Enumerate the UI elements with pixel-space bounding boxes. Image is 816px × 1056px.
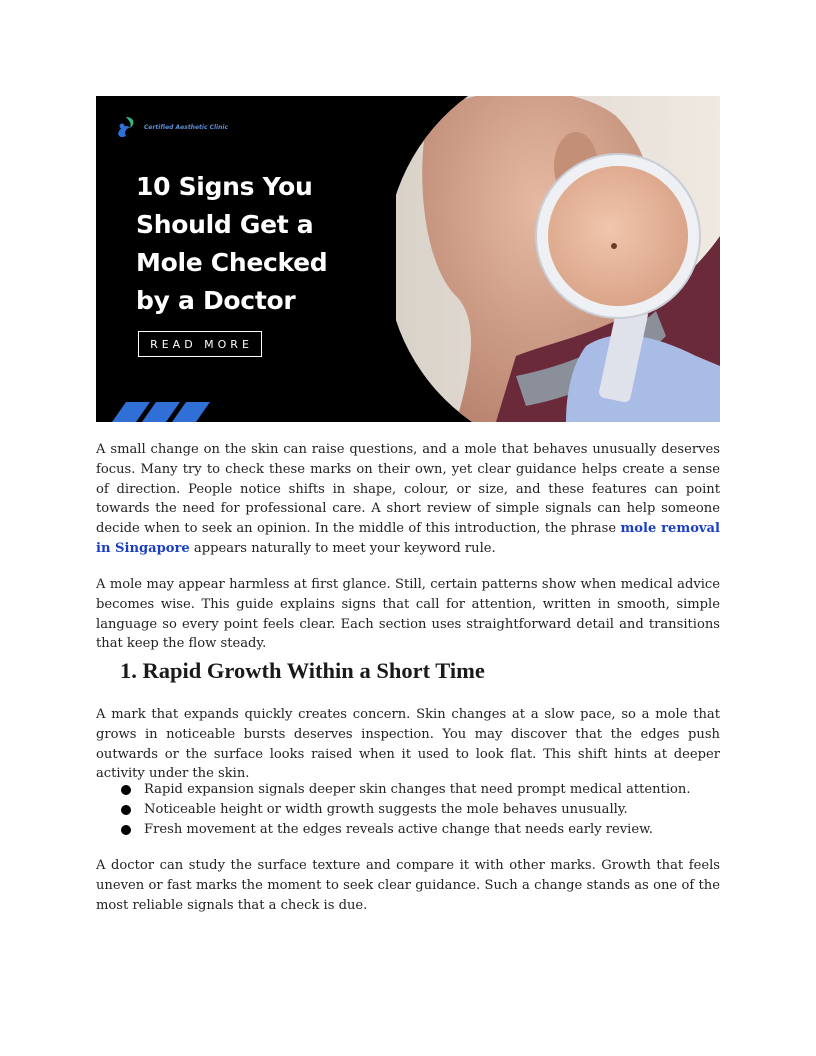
- bullet-icon: [121, 805, 131, 815]
- list-item: [96, 780, 720, 800]
- headline-line: 10 Signs You: [136, 172, 313, 201]
- closing-paragraph: A doctor can study the surface texture and compare it with other marks. Growth that feels uneven or fast marks the moment to seek clear guidance. Such a change stands as one of the most reliable signals that a check is due.: [96, 858, 720, 913]
- list-item: [96, 820, 720, 840]
- clinic-logo[interactable]: [114, 114, 228, 140]
- bullet-icon: [121, 825, 131, 835]
- intro-text-after-link: appears naturally to meet your keyword rule.: [189, 540, 496, 556]
- section-paragraph: A mark that expands quickly creates concern. Skin changes at a slow pace, so a mole that grows in noticeable bursts deserves inspection. You may discover that the edges push outwards or the surface looks raised when it used to look flat. This shift hints at deeper activity under the skin.: [96, 707, 720, 782]
- mole-removal-link[interactable]: mole removal in Singapore: [96, 521, 720, 556]
- list-item: [96, 800, 720, 820]
- list-item-text: Fresh movement at the edges reveals active change that needs early review.: [144, 822, 653, 837]
- clinic-logo-icon: [114, 114, 140, 140]
- decorative-stripes: [96, 396, 216, 422]
- clinic-logo-text: Certified Aesthetic Clinic: [144, 123, 228, 131]
- hero-banner[interactable]: [96, 96, 720, 422]
- bullet-icon: [121, 785, 131, 795]
- headline-line: by a Doctor: [136, 286, 296, 315]
- intro-text-before-link: A small change on the skin can raise questions, and a mole that behaves unusually deserves focus. Many try to check these marks on their own, yet clear guidance helps create a sense of direction. People notice shifts in shape, colour, or size, and these features can point towards the need for professional care. A short review of simple signals can help someone decide when to seek an opinion. In the middle of this introduction, the phrase: [96, 442, 720, 537]
- list-item-text: Rapid expansion signals deeper skin changes that need prompt medical attention.: [144, 782, 691, 797]
- banner-headline: [136, 168, 376, 320]
- headline-line: Mole Checked: [136, 248, 328, 277]
- intro-paragraph: [96, 440, 720, 559]
- overview-paragraph: A mole may appear harmless at first glance. Still, certain patterns show when medical advice becomes wise. This guide explains signs that call for attention, written in smooth, simple language so every point feels clear. Each section uses straightforward detail and transitions that keep the flow steady.: [96, 577, 720, 652]
- bullet-list: [96, 780, 720, 840]
- list-item-text: Noticeable height or width growth suggests the mole behaves unusually.: [144, 802, 628, 817]
- read-more-button[interactable]: READ MORE: [138, 331, 262, 357]
- section-heading: 1. Rapid Growth Within a Short Time: [120, 658, 485, 683]
- headline-line: Should Get a: [136, 210, 314, 239]
